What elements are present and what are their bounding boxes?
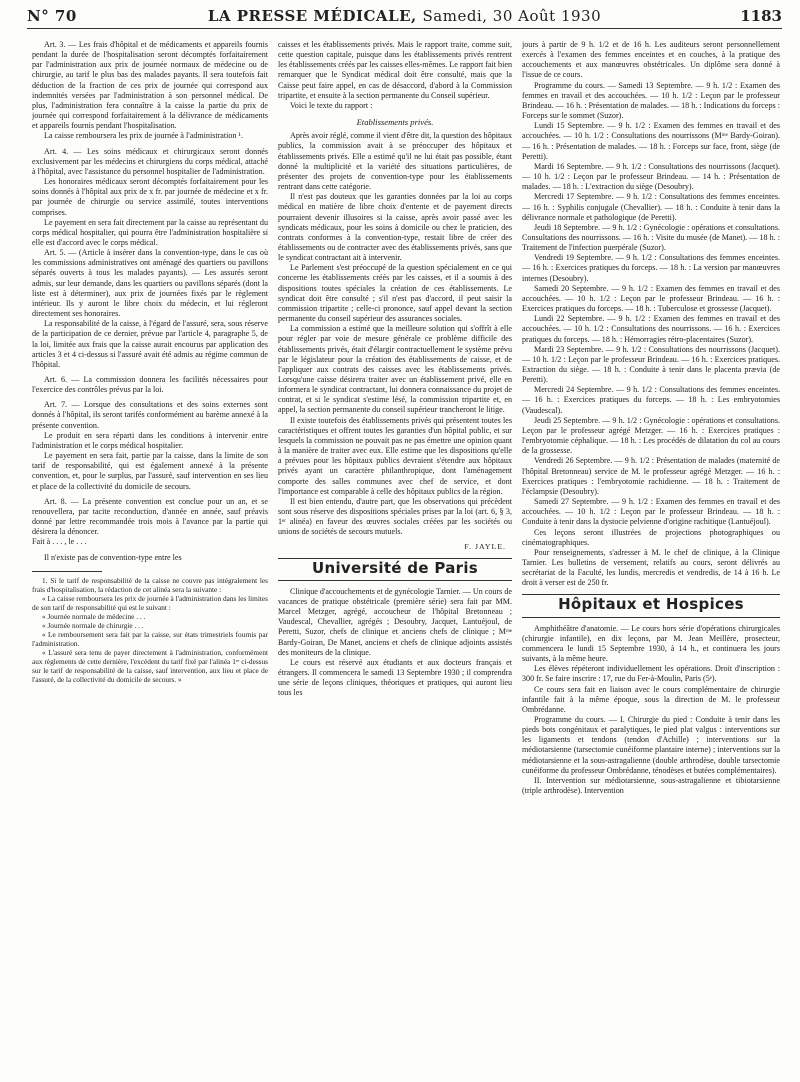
paragraph: La caisse remboursera les prix de journée à l'administration ¹. bbox=[44, 131, 243, 141]
program-day: Samedi 27 Septembre. — 9 h. 1/2 : Examen des femmes en travail et des accouchées. — 10 h. 1/2 : Leçon par le professeur Brindeau. — 18 h. : Conduite à tenir dans la dystocie pelvienne d'origine rachitique (Lantuéjoul). bbox=[522, 497, 780, 527]
program-day: Vendredi 19 Septembre. — 9 h. 1/2 : Consultations des femmes enceintes. — 16 h. : Exercices pratiques du forceps. — 18 h. : La version par manœuvres internes (Desoubry). bbox=[522, 253, 780, 283]
column-left bbox=[32, 40, 268, 1075]
header-rule bbox=[27, 28, 782, 29]
paragraph: Après avoir réglé, comme il vient d'être dit, la question des hôpitaux publics, la commission avait à se préoccuper des hôpitaux et établissements privés. Elle a estimé qu'il ne lui était pas possible, étant donné la multiplicité et la variété des situations particulières, de présenter des projets de convention-type pour les établissements rentrant dans cette catégorie. bbox=[278, 131, 512, 192]
footnote-rule bbox=[32, 571, 102, 572]
program-day: Mardi 23 Septembre. — 9 h. 1/2 : Consultations des nourrissons (Jacquet). — 10 h. 1/2 : Leçon par le professeur Brindeau. — 16 h. : Exercices pratiques. Extraction du siège. — 18 h. : Conduite à tenir dans le placenta prævia (de Peretti). bbox=[522, 344, 780, 385]
footnote-line: 1. Si le tarif de responsabilité de la caisse ne couvre pas intégralement les frais d'hospitalisation, la rédaction de cet alinéa sera la suivante : bbox=[32, 575, 268, 594]
paragraph: Voici le texte du rapport : bbox=[290, 100, 373, 110]
footnote-line: « Journée normale de médecine . . . bbox=[42, 611, 146, 621]
art8-paragraph: Art. 8. — La présente convention est conclue pour un an, et se renouvellera, par tacite reconduction, d'année en année, sauf préavis donné par lettre recommandée trois mois à l'avance par la partie qui désirera la dénoncer. bbox=[32, 496, 268, 537]
journal-name: LA PRESSE MÉDICALE, bbox=[207, 7, 417, 25]
paragraph: Le cours est réservé aux étudiants et aux docteurs français et étrangers. Il commencera le samedi 13 Septembre 1930 ; il comprendra une série de leçons cliniques, théoriques et pratiques, qui auront lieu tous les bbox=[278, 657, 512, 698]
paragraph: Les honoraires médicaux seront décomptés forfaitairement pour les soins donnés à l'hôpital aux prix de x fr. par journée de médecine et x fr. par journée de chirurgie ou service assimilé, toutes interventions comprises. bbox=[32, 177, 268, 217]
program-day: Lundi 15 Septembre. — 9 h. 1/2 : Examen des femmes en travail et des accouchées. — 10 h. 1/2 : Consultations des nourrissons (Mᵐᵉ Bardy-Goiran). — 16 h. : Présentation de malades. — 18 h. : Forceps sur face, front, siège (de Peretti). bbox=[522, 121, 780, 161]
author-signature: F. JAYLE. bbox=[464, 541, 506, 551]
footnote-line: « L'assuré sera tenu de payer directement à l'administration, conformément aux règlements de cette dernière, l'excédent du tarif fixé par l'alinéa 1ᵉʳ ci-dessus sur le tarif de responsabilité de la caisse, sauf intervention, aux lieu et place de l'assuré, de la collectivité du domicile de secours. » bbox=[32, 647, 268, 684]
footnote-line: « La caisse remboursera les prix de journée à l'administration dans les limites de son tarif de responsabilité qui est le suivant : bbox=[32, 593, 268, 612]
program-paragraph: Programme du cours. — Samedi 13 Septembre. — 9 h. 1/2 : Examen des femmes en travail et des accouchées. — 10 h. 1/2 : Leçon par le professeur Brindeau. — 16 h. : Présentation de malades. — 18 h. : Indications du forceps : Forceps sur le sommet (Suzor). bbox=[522, 80, 780, 121]
art6-paragraph: Art. 6. — La commission donnera les facilités nécessaires pour l'exercice des contrôles prévus par la loi. bbox=[32, 375, 268, 395]
program-day: Jeudi 18 Septembre. — 9 h. 1/2 : Gynécologie : opérations et consultations. Consultations des nourrissons. — 16 h. : Visite du musée (de Manet). — 18 h. : Traitement de l'infection puerpérale (Suzor). bbox=[522, 222, 780, 253]
paragraph: Il existe toutefois des établissements privés qui présentent toutes les caractéristiques et offrent toutes les garanties d'un hôpital public, et sur lesquels la commission ne pouvait pas ne pas émettre une opinion quant à la manière de traiter avec eux. Elle estime que les dispositions qu'elle a prévues pour les hôpitaux publics devraient s'étendre aux hôpitaux privés ayant un caractère philanthropique, dont l'aménagement comporte des salles communes avec chef de service, et dont l'importance est comparable à celle des hôpitaux publics de la région. bbox=[278, 415, 512, 496]
program-day: Mardi 16 Septembre. — 9 h. 1/2 : Consultations des nourrissons (Jacquet). — 10 h. 1/2 : Leçon par le professeur Brindeau. — 14 h. : Présentation de malades. — 18 h. : L'extraction du siège (Desoubry). bbox=[522, 161, 780, 192]
art3-paragraph: Art. 3. — Les frais d'hôpital et de médicaments et appareils fournis pendant la durée de l'hospitalisation seront décomptés forfaitairement par l'administration aux prix de journée normaux de médecine ou de chirurgie, au tarif le plus bas des malades payants. Il sera toutefois fait déduction de la fraction de ces prix de journée qui correspond aux indemnités versées par l'administration à son personnel médical. De plus, l'administration fera connaître à la caisse la partie du prix de journée qui correspond forfaitairement à la délivrance de médicaments et appareils fournis pendant l'hospitalisation. bbox=[32, 40, 268, 131]
paragraph: Amphithéâtre d'anatomie. — Le cours hors série d'opérations chirurgicales (chirurgie infantile), en dix leçons, par M. Jean Meillère, prosecteur, commencera le lundi 15 Septembre 1930, à 14 h., et continuera les jours suivants, à la même heure. bbox=[522, 623, 780, 664]
paragraph: Il n'est pas douteux que les garanties données par la loi au corps médical en matière de libre choix d'entente et de payement directs pourraient devenir illusoires si la caisse, après avoir passé avec les syndicats médicaux, pour les soins à domicile ou chez le praticien, des contrats conformes à la convention-type, restait libre de créer des établissements ou de contracter avec des établissements privés, sans que le syndicat contractant ait à intervenir. bbox=[278, 192, 512, 263]
section-heading-universite bbox=[278, 558, 512, 581]
journal-title bbox=[27, 7, 782, 25]
issue-number: N° 70 bbox=[27, 7, 77, 25]
paragraph: Clinique d'accouchements et de gynécologie Tarnier. — Un cours de vacances de pratique obstétricale (première série) sera fait par MM. Marcel Metzger, agrégé, accoucheur de l'hôpital Bretonneau ; Vaudescal, Chevallier, agrégés ; Desoubry, Jacquet, Lantuéjoul, de Peretti, Suzor, chefs de clinique et anciens chefs de clinique ; Mᵐᵉ Bardy-Goiran, De Manet, anciens et chefs de clinique adjoints assistés des moniteurs de la clinique. bbox=[278, 586, 512, 657]
program-day: Vendredi 26 Septembre. — 9 h. 1/2 : Présentation de malades (maternité de l'hôpital Bretonneau) service de M. le professeur agrégé Metzger. — 16 h. : Exercices pratiques : l'embryotomie rachidienne. — 18 h. : Traitement de l'éclampsie (Desoubry). bbox=[522, 456, 780, 496]
subsection-title: Etablissements privés. bbox=[356, 117, 434, 128]
paragraph: La commission a estimé que la meilleure solution qui s'offrît à elle pour régler par voie de mesure générale ce problème difficile des établissements privés, était d'élargir contractuellement le système prévu par le législateur pour la création des établissements de caisse, et de l'appliquer aux contrats des caisses avec les établissements privés. Lorsqu'une caisse désirera traiter avec un établissement privé, elle en informera le syndicat contractant, lui donnera connaissance du projet de contrat, et si le syndicat s'estime lésé, la commission tripartite et, en appel, la section permanente du conseil supérieur trancheront le litige. bbox=[278, 324, 512, 415]
paragraph: Le payement en sera fait directement par la caisse au représentant du corps médical hospitalier, qui pourra être l'administration hospitalière si elle est d'accord avec le corps médical. bbox=[32, 217, 268, 247]
paragraph: II. Intervention sur médiotarsienne, sous-astragalienne et tibiotarsienne (triple arthrodèse). Intervention bbox=[522, 775, 780, 796]
paragraph: caisses et les établissements privés. Mais le rapport traite, comme suit, cette question capitale, puisque dans les établissements privés rentrent les établissements créés par les caisses elles-mêmes. Le rapport fait bien remarquer que le Syndicat médical doit être consulté, mais que la Caisse peut faire appel, en cas de désaccord, d'abord à la Commission tripartite, et ensuite à la section permanente du Conseil supérieur. bbox=[278, 40, 512, 100]
page-header bbox=[27, 7, 782, 37]
footnote-line: « Le remboursement sera fait par la caisse, sur états trimestriels fournis par l'administration. bbox=[32, 629, 268, 648]
paragraph: Le Parlement s'est préoccupé de la question spécialement en ce qui concerne les établissements créés par les caisses, et il a soumis à des dispositions toutes spéciales la création de ces établissements. Le syndicat doit être consulté ; s'il n'est pas d'accord, il peut saisir la commission tripartite ; celle-ci prononce, sauf appel devant la section permanente du conseil supérieur des assurances sociales. bbox=[278, 263, 512, 324]
column-right bbox=[522, 40, 780, 1075]
page-number: 1183 bbox=[740, 7, 782, 25]
paragraph: Il n'existe pas de convention-type entre les bbox=[44, 552, 182, 562]
paragraph: jours à partir de 9 h. 1/2 et de 16 h. Les auditeurs seront personnellement exercés à l'examen des femmes enceintes et en couches, à la pratique des accouchements et aux manœuvres obstétricales. Un diplôme sera donné à l'issue de ce cours. bbox=[522, 40, 780, 80]
issue-date: Samedi, 30 Août 1930 bbox=[422, 7, 602, 25]
paragraph: Ce cours sera fait en liaison avec le cours complémentaire de chirurgie infantile fait à la même époque, sous la direction de M. le professeur Ombrédanne. bbox=[522, 684, 780, 714]
art5-paragraph: Art. 5. — (Article à insérer dans la convention-type, dans le cas où les commissions administratives ont aménagé des quartiers ou pavillons séparés ouverts à tous les malades payants). — Les assurés seront admis, sur leur demande, dans les quartiers ou pavillons séparés (dont la liste est à déterminer), aux prix de journées fixés par le règlement intérieur. Ils y auront le libre choix du médecin, et lui régleront directement ses honoraires. bbox=[32, 248, 268, 319]
section-heading-hopitaux bbox=[522, 594, 780, 617]
paragraph: Les élèves répéteront individuellement les opérations. Droit d'inscription : 300 fr. Se faire inscrire : 17, rue du Fer-à-Moulin, Paris (5ᵉ). bbox=[522, 664, 780, 684]
section-title: Université de Paris bbox=[312, 558, 478, 577]
section-title: Hôpitaux et Hospices bbox=[558, 595, 744, 614]
column-middle bbox=[278, 40, 512, 1075]
program-day: Mercredi 17 Septembre. — 9 h. 1/2 : Consultations des femmes enceintes. — 16 h. : Syphilis conjugale (Chevallier). — 18 h. : Conduite à tenir dans la délivrance normale et pathologique (de Peretti). bbox=[522, 192, 780, 222]
program-day: Mercredi 24 Septembre. — 9 h. 1/2 : Consultations des femmes enceintes. — 16 h. : Exercices pratiques du forceps. — 18 h. : Les embryotomies (Vaudescal). bbox=[522, 385, 780, 415]
program-day: Lundi 22 Septembre. — 9 h. 1/2 : Examen des femmes en travail et des accouchées. — 10 h. 1/2 : Consultations des nourrissons. — 16 h. : Exercices pratiques du forceps. — 18 h. : Hémorragies rétro-placentaires (Suzor). bbox=[522, 314, 780, 344]
art7-paragraph: Art. 7. — Lorsque des consultations et des soins externes sont donnés à l'hôpital, ils seront tarifés conformément au barème annexé à la présente convention. bbox=[32, 400, 268, 430]
signature-line: Fait à . . . , le . . . bbox=[32, 537, 87, 547]
art4-paragraph: Art. 4. — Les soins médicaux et chirurgicaux seront donnés exclusivement par les médecins et chirurgiens du corps médical, attaché à l'hôpital, avec l'assistance du personnel hospitalier de l'administration. bbox=[32, 146, 268, 176]
program-day: Jeudi 25 Septembre. — 9 h. 1/2 : Gynécologie : opérations et consultations. Leçon par le professeur agrégé Metzger. — 16 h. : Exercices pratiques : l'embryotomie céphalique. — 18 h. : Les procédés de dilatation du col au cours de la grossesse. bbox=[522, 415, 780, 456]
program-day: Samedi 20 Septembre. — 9 h. 1/2 : Examen des femmes en travail et des accouchées. — 10 h. 1/2 : Leçon par le professeur Brindeau. — 16 h. : Exercices pratiques du forceps. — 18 h. : Tuberculose et grossesse (Jacquet). bbox=[522, 283, 780, 314]
paragraph: Le payement en sera fait, partie par la caisse, dans la limite de son tarif de responsabilité, qui est également annexé à la présente convention, et, pour le surplus, par l'assuré, sauf intervention en ses lieu et place de la collectivité du domicile de secours. bbox=[32, 451, 268, 491]
paragraph: Il est bien entendu, d'autre part, que les observations qui précèdent sont sous réserve des dispositions spéciales prises par la loi (art. 6, § 3, 1ᵉʳ alinéa) en faveur des œuvres sociales créées par les sociétés ou unions de sociétés de secours mutuels. bbox=[278, 496, 512, 537]
paragraph: Programme du cours. — I. Chirurgie du pied : Conduite à tenir dans les pieds bots congénitaux et paralytiques, le pied plat valgus : interventions sur les ligaments et tendons (tendon d'Achille) ; interventions sur la médiotarsienne (tarsectomie cunéiforme plantaire interne) ; interventions sur la médiotarsienne et la sous-astragalienne (double arthrodèse, double tarsectomie cunéiforme du professeur Ombrédanne, ténodèses et butées complémentaires). bbox=[522, 715, 780, 775]
paragraph: La responsabilité de la caisse, à l'égard de l'assuré, sera, sous réserve de la participation de ce dernier, prévue par l'article 4, paragraphe 5, de la loi, limitée aux frais que la caisse aurait encourus par application des articles 3 et 4 ci-dessus si l'assuré avait été admis au régime commun de l'hôpital. bbox=[32, 319, 268, 369]
paragraph: Le produit en sera réparti dans les conditions à intervenir entre l'administration et le corps médical hospitalier. bbox=[32, 430, 268, 450]
paragraph: Ces leçons seront illustrées de projections photographiques ou cinématographiques. bbox=[522, 527, 780, 547]
footnote bbox=[32, 576, 268, 684]
footnote-line: « Journée normale de chirurgie . . . bbox=[42, 620, 144, 630]
paragraph: Pour renseignements, s'adresser à M. le chef de clinique, à la Clinique Tarnier. Les bulletins de versement, relatifs au cours, seront délivrés au secrétariat de la Faculté, les lundis, mercredis et vendredis, de 14 à 16 h. Le droit à verser est de 250 fr. bbox=[522, 547, 780, 588]
